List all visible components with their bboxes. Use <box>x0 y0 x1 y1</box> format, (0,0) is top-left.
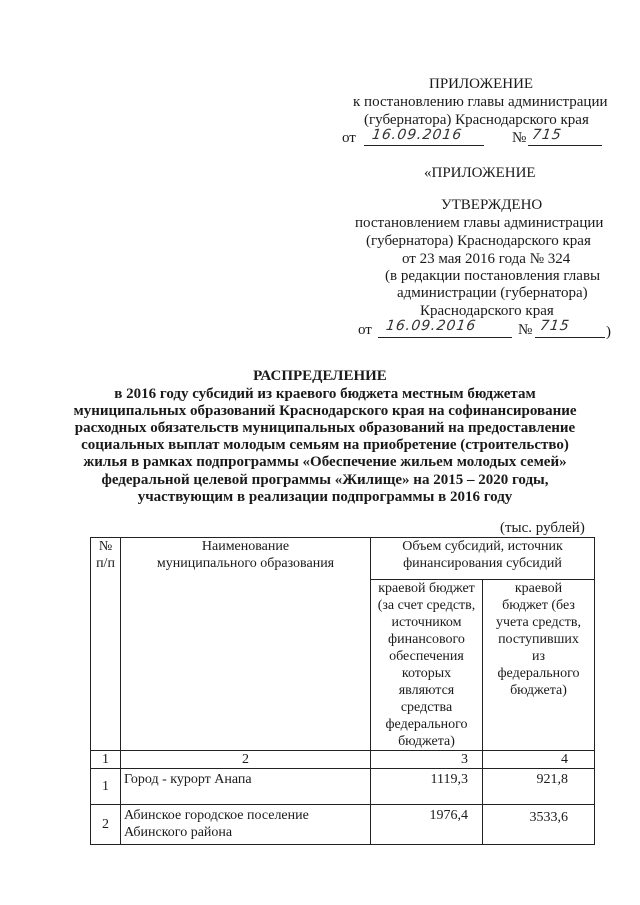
table-row <box>91 769 595 805</box>
col-number-3: 3 <box>371 751 483 769</box>
header-line1: ПРИЛОЖЕНИЕ <box>429 76 534 92</box>
column-number-row <box>91 751 595 769</box>
title-line-3: расходных обязательств муниципальных образований на предоставление <box>74 420 576 436</box>
header-line2: к постановлению главы администрации <box>353 94 608 110</box>
approval-number-text: 715 <box>538 318 571 334</box>
header-name: Наименование муниципального образования <box>121 538 371 751</box>
header-date-text: 16.09.2016 <box>370 127 464 143</box>
title-line-6: федеральной целевой программы «Жилище» на 2015 – 2020 годы, <box>101 472 549 488</box>
subsidies-table <box>90 537 595 845</box>
approval-l1: постановлением главы администрации <box>355 215 604 231</box>
row-reg: 3533,6 <box>483 805 595 845</box>
header-volume: Объем субсидий, источник финансирования субсидий <box>371 538 595 580</box>
approval-date <box>386 317 476 335</box>
header-number-underline <box>528 145 602 146</box>
approval-utv: УТВЕРЖДЕНО <box>441 197 543 213</box>
approval-pril: «ПРИЛОЖЕНИЕ <box>424 165 536 181</box>
units-label: (тыс. рублей) <box>500 520 585 536</box>
table-header-row <box>91 538 595 580</box>
row-name: Город - курорт Анапа <box>121 769 371 805</box>
title-line-1: в 2016 году субсидий из краевого бюджета местным бюджетам <box>114 386 536 402</box>
approval-date-text: 16.09.2016 <box>384 318 478 334</box>
row-fed: 1119,3 <box>371 769 483 805</box>
approval-l6: Краснодарского края <box>420 303 554 319</box>
header-num: № п/п <box>91 538 121 751</box>
approval-close: ) <box>606 324 611 340</box>
col-number-4: 4 <box>483 751 595 769</box>
approval-number <box>540 317 570 335</box>
col-number-2: 2 <box>121 751 371 769</box>
row-fed: 1976,4 <box>371 805 483 845</box>
table-row <box>91 805 595 845</box>
approval-from-label: от <box>358 322 372 338</box>
row-num: 2 <box>91 805 121 845</box>
approval-no-label: № <box>518 322 533 338</box>
header-reg: краевой бюджет (без учета средств, поступивших из федерального бюджета) <box>483 580 595 751</box>
approval-number-underline <box>535 337 605 338</box>
approval-l5: администрации (губернатора) <box>397 285 588 301</box>
header-no-label: № <box>512 130 527 146</box>
title-line-7: участвующим в реализации подпрограммы в 2016 году <box>137 489 513 505</box>
row-name: Абинское городское поселение Абинского района <box>121 805 371 845</box>
header-fed: краевой бюджет (за счет средств, источником финансового обеспечения которых являются средства федерального бюджета) <box>371 580 483 751</box>
approval-l2: (губернатора) Краснодарского края <box>366 233 591 249</box>
title-line-4: социальных выплат молодым семьям на приобретение (строительство) <box>81 437 569 453</box>
title-line-5: жилья в рамках подпрограммы «Обеспечение жильем молодых семей» <box>83 454 567 470</box>
title-line-2: муниципальных образований Краснодарского края на софинансирование <box>73 403 577 419</box>
header-date <box>372 126 462 144</box>
doc-title: РАСПРЕДЕЛЕНИЕ <box>253 368 387 384</box>
header-date-underline <box>364 145 484 146</box>
approval-l3: от 23 мая 2016 года № 324 <box>402 251 571 267</box>
approval-date-underline <box>378 337 512 338</box>
header-line3: (губернатора) Краснодарского края <box>364 112 589 128</box>
row-num: 1 <box>91 769 121 805</box>
header-from-label: от <box>342 130 356 146</box>
col-number-1: 1 <box>91 751 121 769</box>
header-number-text: 715 <box>530 127 563 143</box>
approval-l4: (в редакции постановления главы <box>385 268 601 284</box>
header-number <box>532 126 562 144</box>
row-reg: 921,8 <box>483 769 595 805</box>
